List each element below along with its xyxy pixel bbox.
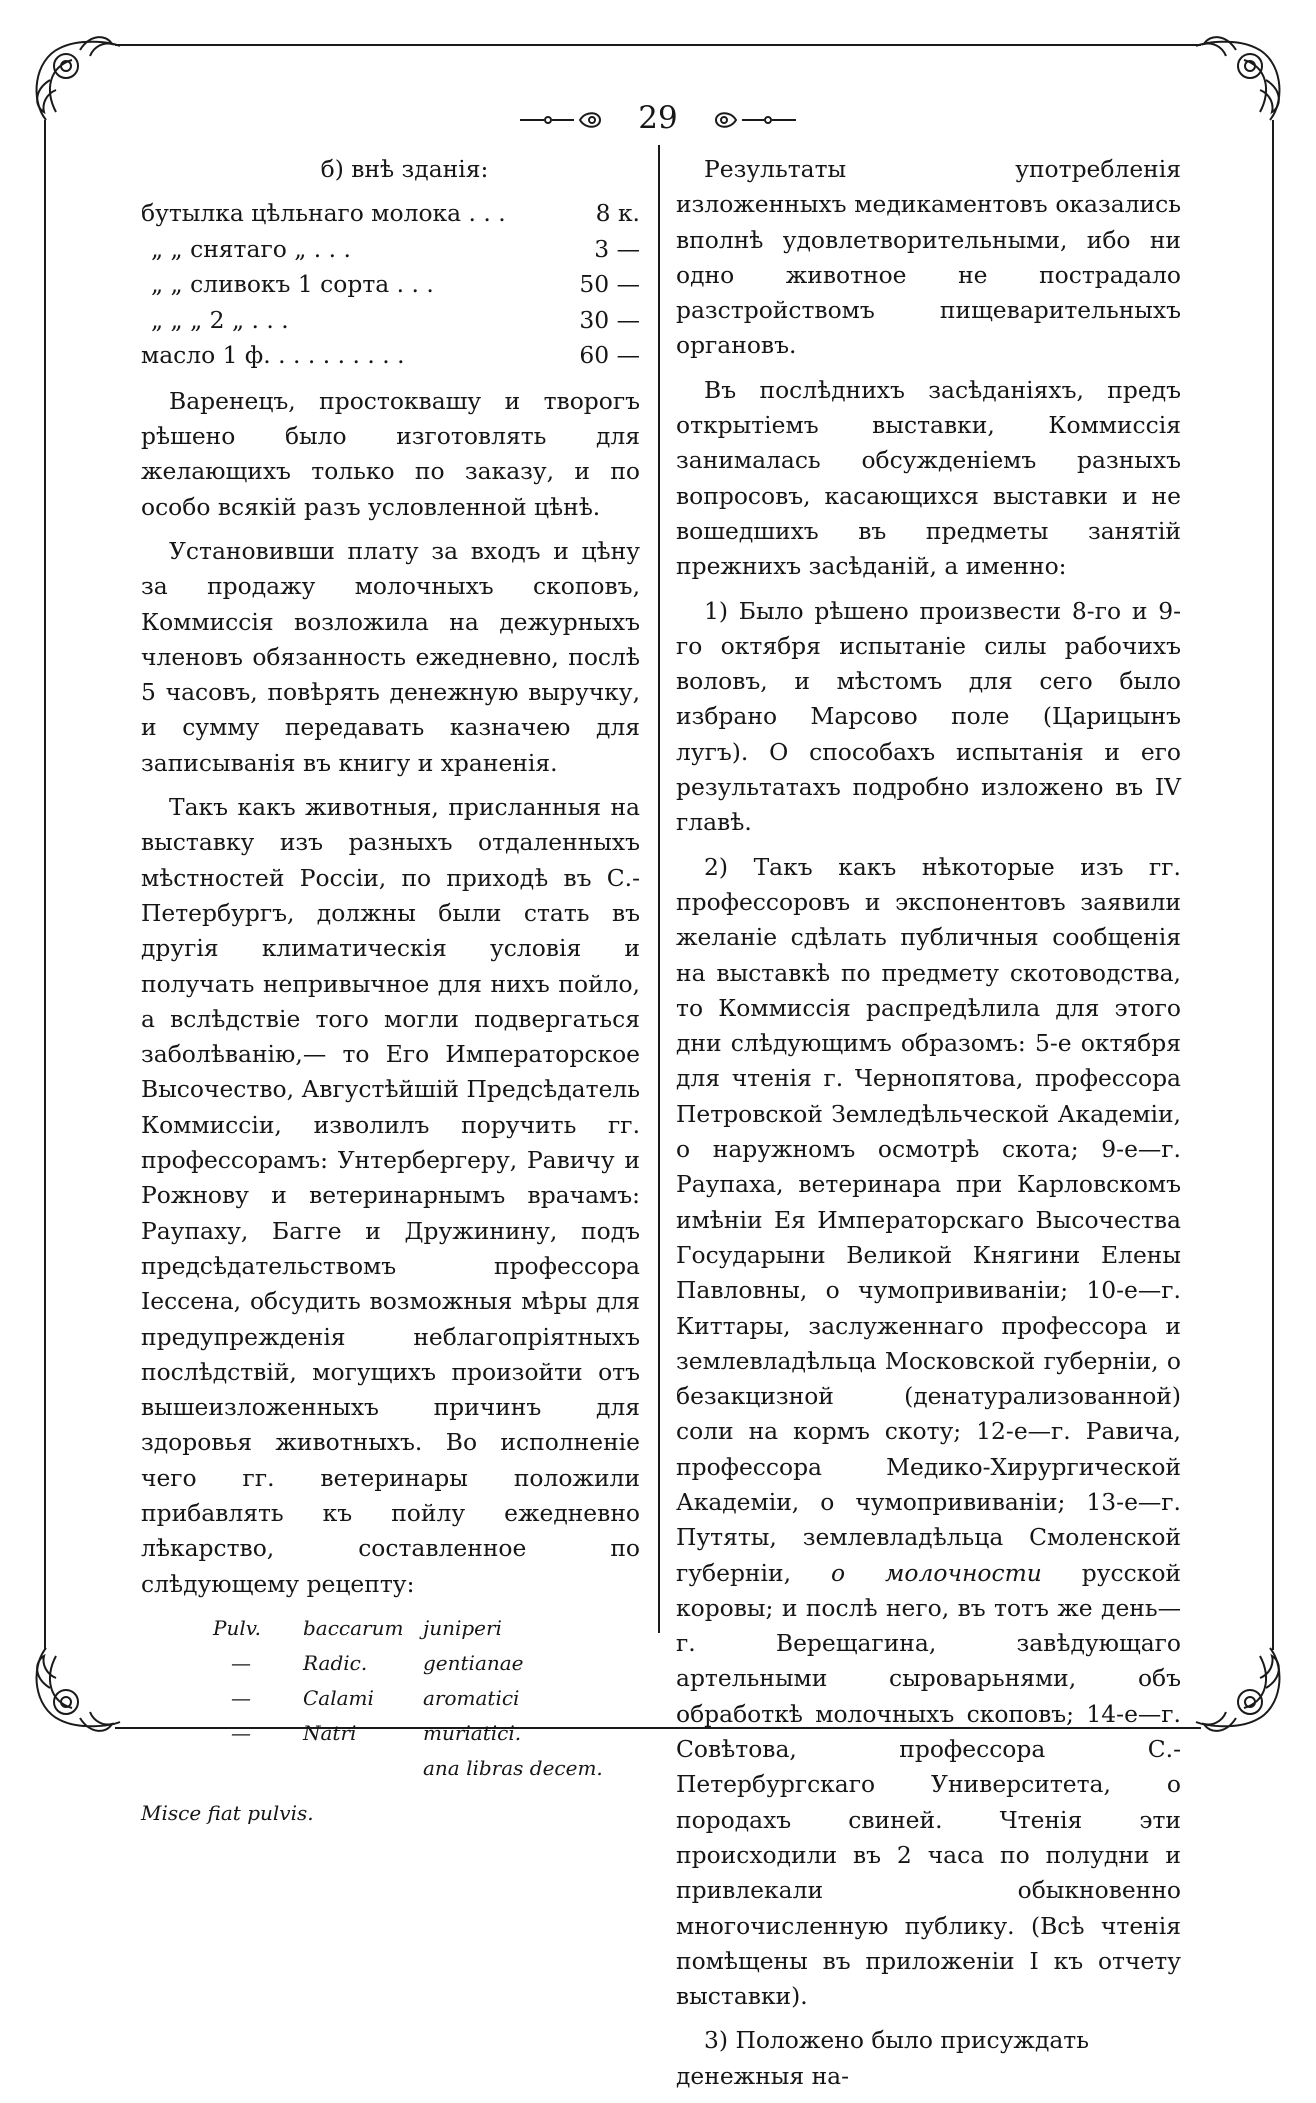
price-value: 60 — [579, 341, 640, 370]
recipe-species: muriatici. [423, 1720, 522, 1745]
recipe-line [141, 1716, 640, 1751]
corner-ornament-bottom-right-icon [1166, 1618, 1296, 1748]
recipe-prefix: Pulv. [213, 1615, 262, 1640]
paragraph: Въ послѣднихъ засѣданіяхъ, предъ открытіемъ выставки, Коммиссія занималась обсужденіемъ разныхъ вопросовъ, касающихся выставки и не вошедшихъ въ предметы занятій прежнихъ засѣданій, а именно: [676, 375, 1181, 581]
recipe-dosage: ana libras decem. [423, 1755, 603, 1780]
paragraph [676, 850, 1181, 2015]
price-item: „ „ сливокъ 1 сорта . . . [151, 270, 434, 299]
recipe [141, 1611, 640, 1831]
recipe-instruction: Misce fiat pulvis. [141, 1800, 314, 1825]
recipe-line [141, 1681, 640, 1716]
paragraph: 1) Было рѣшено произвести 8-го и 9-го октября испытаніе силы рабочихъ воловъ, и мѣстомъ для сего было избрано Марсово поле (Царицынъ лугъ). О способахъ испытанія и его результатахъ подробно изложено въ IV главѣ. [676, 596, 1181, 837]
recipe-prefix: — [231, 1685, 251, 1710]
price-row [141, 196, 640, 232]
price-item: „ „ снятаго „ . . . [151, 234, 351, 263]
recipe-prefix: — [231, 1720, 251, 1745]
price-list [141, 196, 640, 374]
paragraph: Установивши плату за входъ и цѣну за продажу молочныхъ скоповъ, Коммиссія возложила на дежурныхъ членовъ обязанность ежедневно, послѣ 5 часовъ, повѣрять денежную выручку, и сумму передавать казначею для записыванія въ книгу и храненія. [141, 536, 640, 777]
page-number: 29 [638, 100, 678, 136]
left-flourish-icon [520, 110, 612, 130]
recipe-line [141, 1611, 640, 1646]
frame-right-rule [1272, 120, 1274, 1650]
frame-top-rule [115, 44, 1201, 46]
price-row [141, 303, 640, 339]
right-column [676, 152, 1181, 2103]
paragraph-text: 2) Такъ какъ нѣкоторые изъ гг. профессоровъ и экспонентовъ заявили желаніе сдѣлать публичныя сообщенія на выставкѣ по предмету скотоводства, то Коммиссія распредѣлила для этого дни слѣдующимъ образомъ: 5-е октября для чтенія г. Чернопятова, профессора Петровской Земледѣльческой Академіи, о наружномъ осмотрѣ скота; 9-е—г. Раупаха, ветеринара при Карловскомъ имѣніи Ея Императорскаго Высочества Государыни Великой Княгини Елены Павловны, о чумопрививаніи; 10-е—г. Киттары, заслуженнаго профессора и землевладѣльца Московской губерніи, о безакцизной (денатурализованной) соли на кормъ скоту; 12-е—г. Равича, профессора Медико-Хирургической Академіи, о чумопрививаніи; 13-е—г. Путяты, землевладѣльца Смоленской губерніи, [676, 852, 1181, 1587]
frame-left-rule [44, 120, 46, 1650]
price-value: 30 — [579, 305, 640, 334]
emphasis-text: о молочности [830, 1558, 1042, 1587]
left-column [141, 152, 640, 1831]
recipe-prefix: — [231, 1650, 251, 1675]
paragraph: 3) Положено было присуждать денежныя на- [676, 2026, 1089, 2090]
price-row [141, 338, 640, 374]
recipe-species: aromatici [423, 1685, 520, 1710]
paragraph: Такъ какъ животныя, присланныя на выставку изъ разныхъ отдаленныхъ мѣстностей Россіи, по приходѣ въ С.-Петербургъ, должны были стать въ другія климатическія условія и получать непривычное для нихъ пойло, а вслѣдствіе того могли подвергаться заболѣванію,— то Его Императорское Высочество, Августѣйшій Предсѣдатель Коммиссіи, изволилъ поручить гг. профессорамъ: Унтербергеру, Равичу и Рожнову и ветеринарнымъ врачамъ: Раупаху, Багге и Дружинину, подъ предсѣдательствомъ профессора Іессена, обсудить возможныя мѣры для предупрежденія неблагопріятныхъ послѣдствій, могущихъ произойти отъ вышеизложенныхъ причинъ для здоровья животныхъ. Во исполненіе чего гг. ветеринары положили прибавлять къ пойлу ежедневно лѣкарство, составленное по слѣдующему рецепту: [141, 793, 640, 1598]
recipe-ingredient: Calami [303, 1685, 374, 1710]
recipe-ingredient: baccarum [303, 1615, 404, 1640]
price-item: бутылка цѣльнаго молока . . . [141, 199, 506, 228]
right-flourish-icon [704, 110, 796, 130]
price-row [141, 267, 640, 303]
price-item: масло 1 ф. . . . . . . . . . [141, 341, 405, 370]
price-value: 3 — [594, 234, 640, 263]
paragraph: Результаты употребленія изложенныхъ медикаментовъ оказались вполнѣ удовлетворительными, ибо ни одно животное не пострадало разстройствомъ пищеварительныхъ органовъ. [676, 155, 1181, 360]
recipe-ingredient: Natri [303, 1720, 357, 1745]
subheading: б) внѣ зданія: [320, 155, 489, 183]
corner-ornament-bottom-left-icon [20, 1618, 150, 1748]
paragraph: Варенецъ, простоквашу и творогъ рѣшено было изготовлять для желающихъ только по заказу, и по особо всякій разъ условленной цѣнѣ. [141, 386, 640, 521]
page-number-header [0, 98, 1316, 138]
price-value: 50 — [579, 270, 640, 299]
recipe-species: juniperi [423, 1615, 502, 1640]
column-divider [658, 145, 660, 1633]
recipe-line [141, 1646, 640, 1681]
price-item: „ „ „ 2 „ . . . [151, 305, 289, 334]
recipe-ingredient: Radic. [303, 1650, 368, 1675]
paragraph-text: русской коровы; и послѣ него, въ тотъ же день—г. Верещагина, завѣдующаго артельными сыроварьнями, объ обработкѣ молочныхъ скоповъ; 14-е—г. Совѣтова, профессора С.-Петербургскаго Университета, о породахъ свиней. Чтенія эти происходили въ 2 часа по полудни и привлекали обыкновенно многочисленную публику. (Всѣ чтенія помѣщены въ приложеніи I къ отчету выставки). [676, 1558, 1182, 2011]
recipe-species: gentianae [423, 1650, 524, 1675]
price-value: 8 к. [595, 199, 640, 228]
price-row [141, 232, 640, 268]
